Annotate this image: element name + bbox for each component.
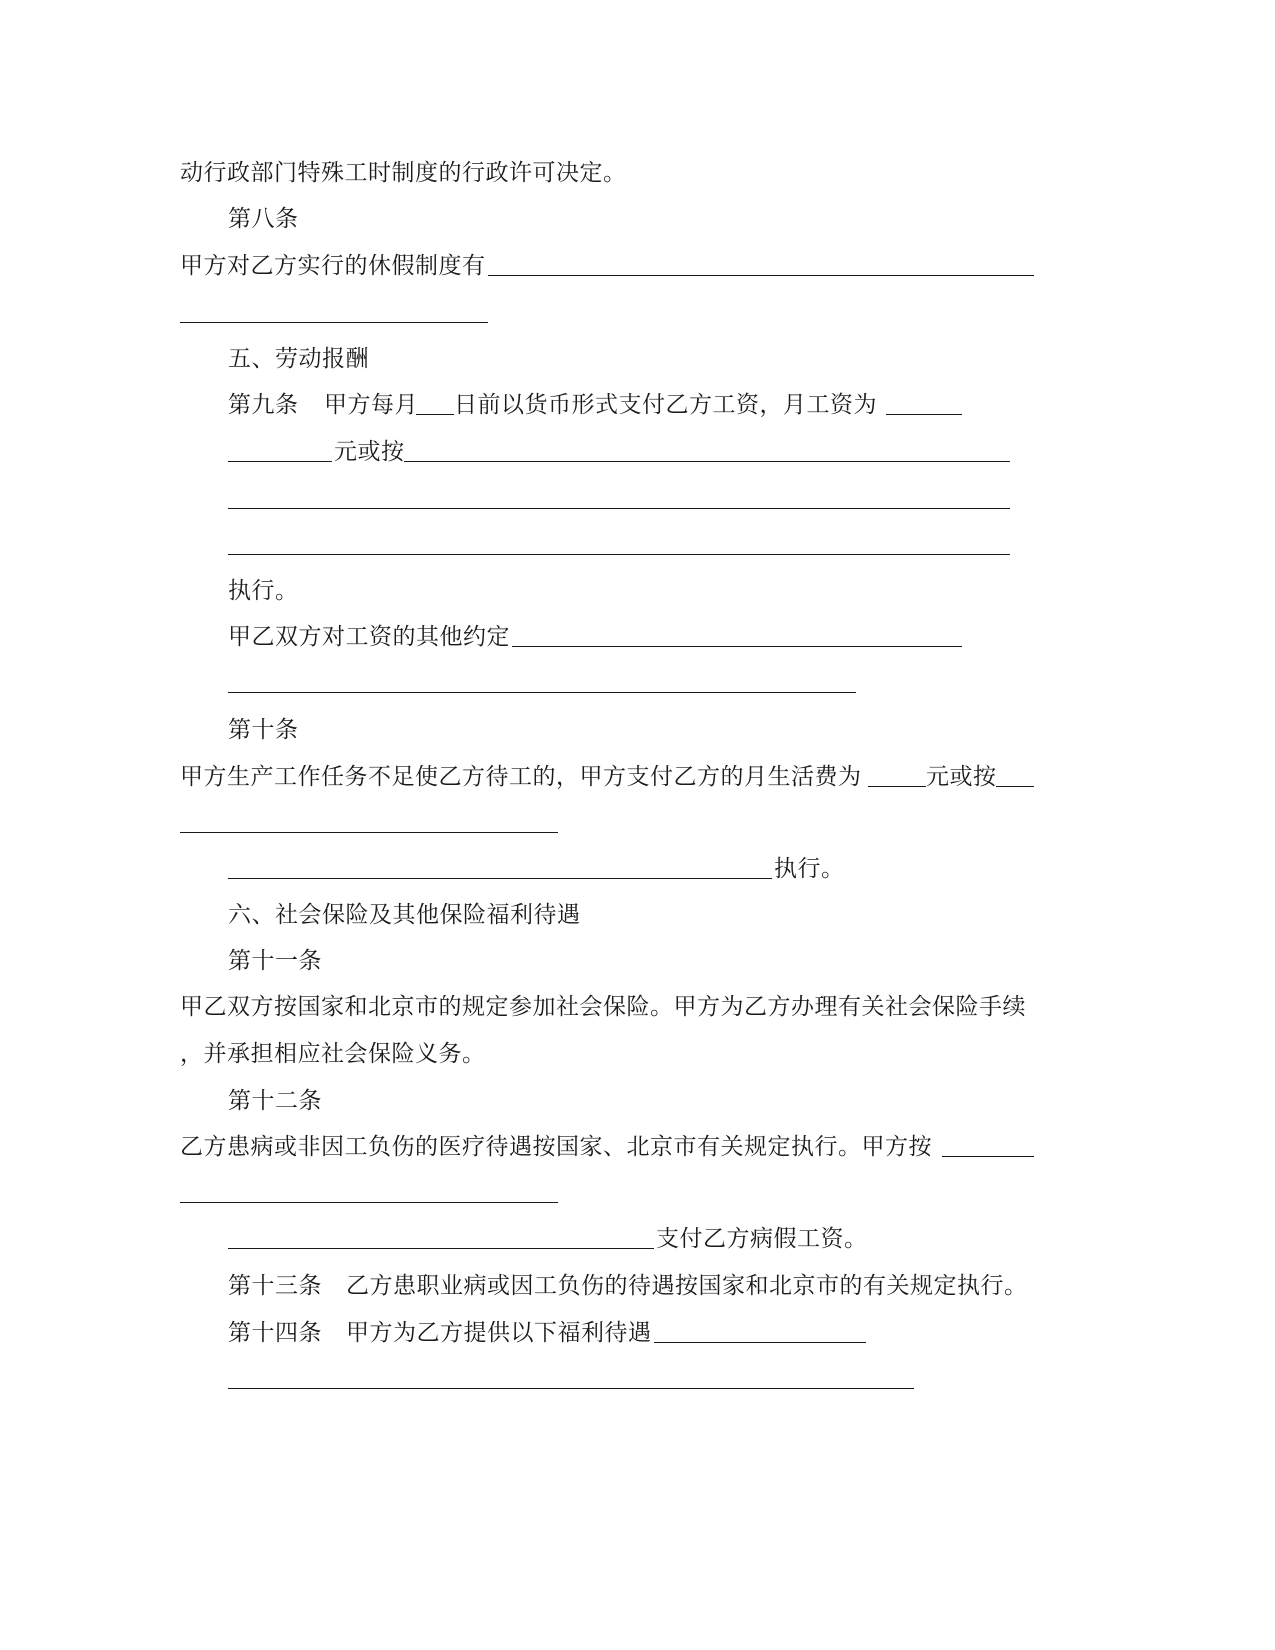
paragraph-text: 支付乙方病假工资。: [656, 1226, 868, 1252]
fill-in-blank[interactable]: [228, 1388, 914, 1389]
article-heading: [228, 946, 322, 976]
paragraph-text: 动行政部门特殊工时制度的行政许可决定。: [180, 160, 627, 186]
fill-in-blank[interactable]: [228, 508, 1010, 509]
text-line: [454, 390, 877, 420]
paragraph-text: 甲方为乙方提供以下福利待遇: [346, 1320, 652, 1346]
paragraph-text: 甲方生产工作任务不足使乙方待工的，甲方支付乙方的月生活费为: [180, 764, 862, 790]
text-line: [180, 1132, 932, 1162]
paragraph-text: 元或按: [334, 439, 405, 465]
paragraph-text: 甲方每月: [324, 392, 418, 418]
paragraph-text: 甲乙双方按国家和北京市的规定参加社会保险。甲方为乙方办理有关社会保险手续: [180, 994, 1026, 1020]
text-line: [324, 390, 418, 420]
paragraph-text: 乙方患职业病或因工负伤的待遇按国家和北京市的有关规定执行。: [346, 1273, 1028, 1299]
fill-in-blank[interactable]: [228, 1248, 654, 1249]
fill-in-blank[interactable]: [488, 275, 1034, 276]
paragraph-text: 执行。: [228, 578, 299, 604]
article-11-title: 第十一条: [228, 948, 322, 974]
article-8-title: 第八条: [228, 206, 299, 232]
text-line: [334, 437, 405, 467]
article-14-title: 第十四条: [228, 1320, 322, 1346]
text-line: [180, 251, 486, 281]
text-line: [228, 576, 299, 606]
paragraph-text: 甲方对乙方实行的休假制度有: [180, 253, 486, 279]
section-6-title: 六、社会保险及其他保险福利待遇: [228, 902, 581, 928]
section-heading: [228, 344, 369, 374]
text-line: [180, 992, 1026, 1022]
paragraph-text: 元或按: [926, 764, 997, 790]
text-line: [180, 158, 627, 188]
fill-in-blank[interactable]: [180, 1202, 558, 1203]
text-line: [180, 762, 862, 792]
sick-pay-blank[interactable]: [942, 1156, 1034, 1157]
article-9-title: 第九条: [228, 392, 299, 418]
paragraph-text: 乙方患病或非因工负伤的医疗待遇按国家、北京市有关规定执行。甲方按: [180, 1134, 932, 1160]
monthly-wage-blank[interactable]: [886, 414, 962, 415]
fill-in-blank[interactable]: [228, 692, 856, 693]
fill-in-blank[interactable]: [404, 461, 1010, 462]
fill-in-blank[interactable]: [512, 646, 962, 647]
living-allowance-blank[interactable]: [868, 786, 926, 787]
benefits-blank[interactable]: [654, 1342, 866, 1343]
fill-in-blank[interactable]: [180, 322, 488, 323]
paragraph-text: 日前以货币形式支付乙方工资，月工资为: [454, 392, 877, 418]
article-13-title: 第十三条: [228, 1273, 322, 1299]
article-10-title: 第十条: [228, 717, 299, 743]
text-line: [228, 1271, 322, 1301]
section-5-title: 五、劳动报酬: [228, 346, 369, 372]
section-heading: [228, 900, 581, 930]
text-line: [180, 1039, 486, 1069]
text-line: [774, 854, 845, 884]
article-heading: [228, 715, 299, 745]
text-line: [346, 1318, 652, 1348]
article-heading: [228, 1086, 322, 1116]
fill-in-blank[interactable]: [228, 554, 1010, 555]
text-line: [346, 1271, 1028, 1301]
paragraph-text: ，并承担相应社会保险义务。: [180, 1041, 486, 1067]
article-12-title: 第十二条: [228, 1088, 322, 1114]
pay-day-blank[interactable]: [416, 414, 454, 415]
fill-in-blank[interactable]: [180, 832, 558, 833]
monthly-wage-blank[interactable]: [228, 461, 332, 462]
article-heading: [228, 204, 299, 234]
text-line: [926, 762, 997, 792]
text-line: [228, 390, 299, 420]
text-line: [656, 1224, 868, 1254]
text-line: [228, 1318, 322, 1348]
fill-in-blank[interactable]: [996, 786, 1034, 787]
text-line: [228, 622, 510, 652]
paragraph-text: 执行。: [774, 856, 845, 882]
paragraph-text: 甲乙双方对工资的其他约定: [228, 624, 510, 650]
fill-in-blank[interactable]: [228, 878, 772, 879]
